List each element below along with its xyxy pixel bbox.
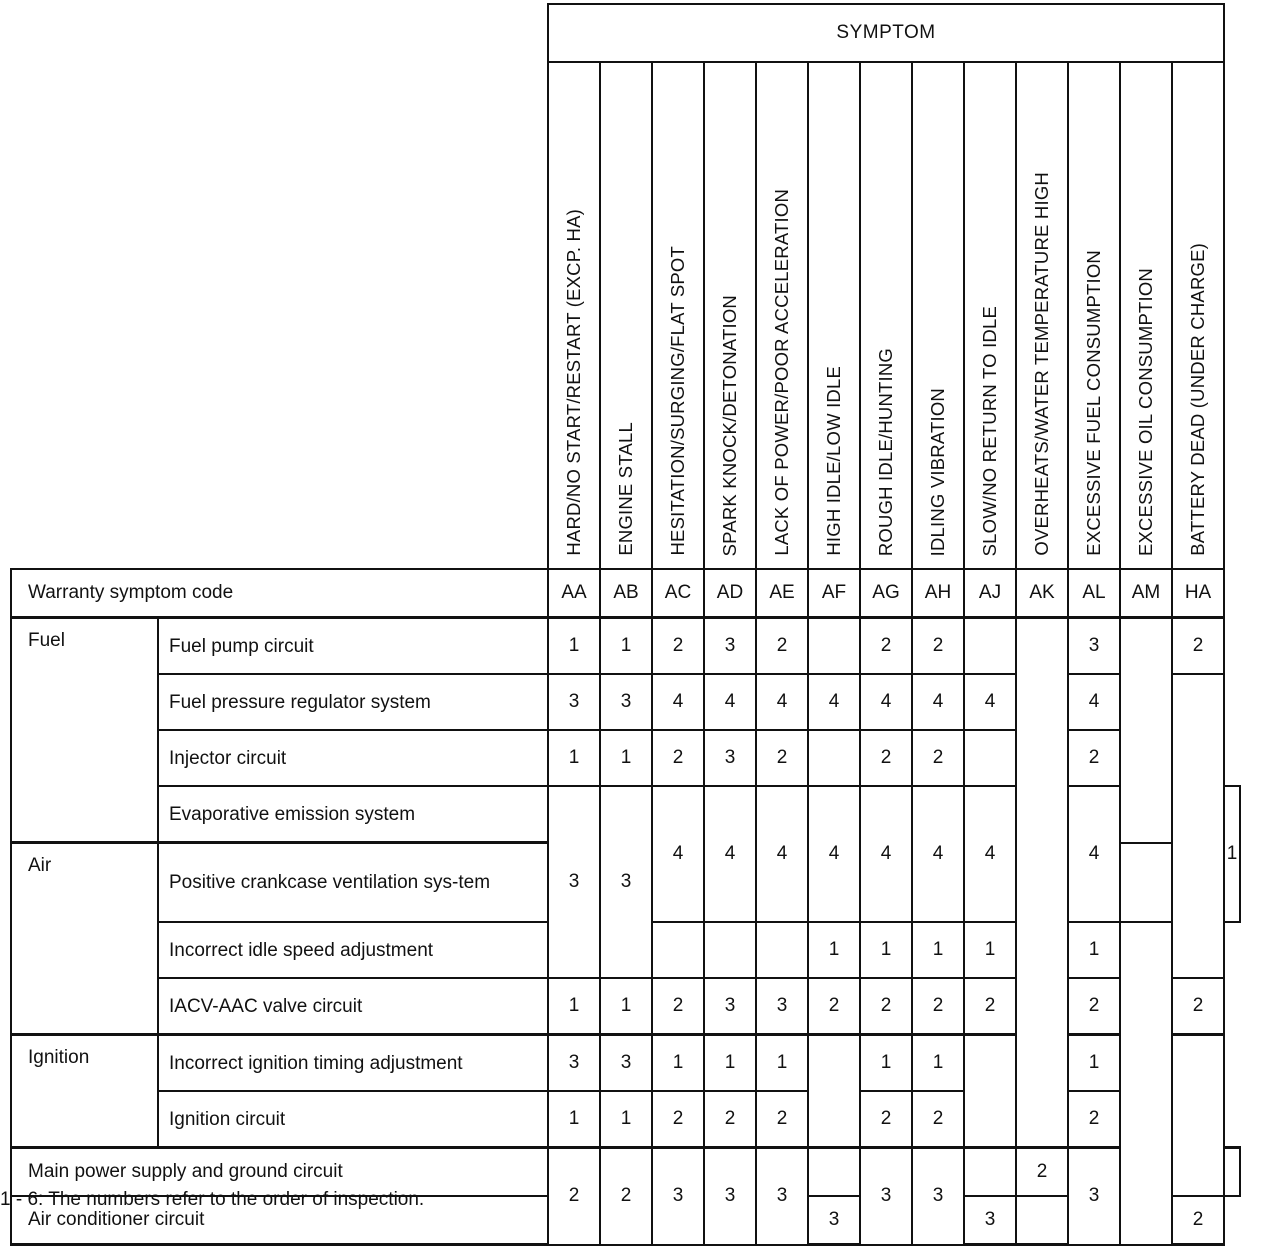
code-cell: AK <box>1016 569 1068 618</box>
value-cell: 4 <box>704 674 756 730</box>
value-cell: 1 <box>548 618 600 675</box>
symptom-matrix-table <box>10 3 1241 1246</box>
code-cell: AA <box>548 569 600 618</box>
value-cell <box>808 1148 860 1197</box>
value-cell: 1 <box>600 1091 652 1148</box>
item-iacv: IACV-AAC valve circuit <box>158 978 548 1035</box>
symptom-overheats: OVERHEATS/WATER TEMPERATURE HIGH <box>1016 62 1068 569</box>
value-cell: 1 <box>912 922 964 978</box>
symptom-engine-stall: ENGINE STALL <box>600 62 652 569</box>
value-cell: 1 <box>756 1035 808 1092</box>
symptom-hesitation: HESITATION/SURGING/FLAT SPOT <box>652 62 704 569</box>
code-cell: AJ <box>964 569 1016 618</box>
value-cell: 2 <box>1172 978 1224 1035</box>
category-air: Air <box>11 843 158 1035</box>
item-fuel-pressure: Fuel pressure regulator system <box>158 674 548 730</box>
value-cell: 3 <box>704 978 756 1035</box>
item-ignition-circuit: Ignition circuit <box>158 1091 548 1148</box>
value-cell: 2 <box>912 1091 964 1148</box>
symptom-excess-oil: EXCESSIVE OIL CONSUMPTION <box>1120 62 1172 569</box>
value-cell <box>808 730 860 786</box>
value-cell: 4 <box>1068 674 1120 730</box>
value-cell-merged <box>964 1035 1016 1148</box>
value-cell: 1 <box>808 922 860 978</box>
value-cell: 3 <box>600 674 652 730</box>
item-evap: Evaporative emission system <box>158 786 548 843</box>
value-cell-merged <box>1120 922 1172 1245</box>
value-cell: 1 <box>1068 922 1120 978</box>
code-cell: AC <box>652 569 704 618</box>
value-cell: 3 <box>808 1196 860 1245</box>
value-cell: 3 <box>548 1035 600 1092</box>
item-idle-speed: Incorrect idle speed adjustment <box>158 922 548 978</box>
value-cell: 1 <box>912 1035 964 1092</box>
value-cell: 4 <box>964 674 1016 730</box>
value-cell: 4 <box>912 674 964 730</box>
code-cell: AH <box>912 569 964 618</box>
value-cell <box>1224 1148 1240 1197</box>
code-cell: AD <box>704 569 756 618</box>
item-timing: Incorrect ignition timing adjustment <box>158 1035 548 1092</box>
value-cell: 2 <box>1068 730 1120 786</box>
value-cell <box>964 618 1016 675</box>
value-cell: 2 <box>860 730 912 786</box>
symptom-excess-fuel: EXCESSIVE FUEL CONSUMPTION <box>1068 62 1120 569</box>
value-cell-merged: 2 <box>600 1148 652 1245</box>
value-cell: 2 <box>652 618 704 675</box>
value-cell: 3 <box>1068 618 1120 675</box>
value-cell: 3 <box>704 618 756 675</box>
value-cell: 2 <box>1068 978 1120 1035</box>
value-cell: 2 <box>860 978 912 1035</box>
value-cell-merged: 4 <box>652 786 704 922</box>
value-cell-merged: 3 <box>548 786 600 978</box>
value-cell: 2 <box>860 1091 912 1148</box>
code-cell: AB <box>600 569 652 618</box>
value-cell: 2 <box>1172 618 1224 675</box>
value-cell: 2 <box>704 1091 756 1148</box>
value-cell: 1 <box>704 1035 756 1092</box>
value-cell-merged: 4 <box>1068 786 1120 922</box>
code-cell: HA <box>1172 569 1224 618</box>
corner-blank <box>11 4 548 569</box>
value-cell: 3 <box>600 1035 652 1092</box>
value-cell: 3 <box>548 674 600 730</box>
value-cell: 4 <box>652 674 704 730</box>
category-ignition: Ignition <box>11 1035 158 1148</box>
code-cell: AF <box>808 569 860 618</box>
code-cell: AG <box>860 569 912 618</box>
value-cell: 2 <box>652 1091 704 1148</box>
value-cell: 1 <box>600 978 652 1035</box>
value-cell <box>1016 1196 1068 1245</box>
value-cell-merged <box>808 1035 860 1148</box>
value-cell: 2 <box>912 730 964 786</box>
value-cell-merged: 4 <box>704 786 756 922</box>
value-cell: 2 <box>652 978 704 1035</box>
table-row <box>11 618 1240 675</box>
value-cell-merged <box>1172 1035 1224 1197</box>
value-cell <box>808 618 860 675</box>
value-cell <box>704 922 756 978</box>
value-cell: 1 <box>600 618 652 675</box>
value-cell: 2 <box>1172 1196 1224 1245</box>
value-cell-merged: 1 <box>1224 786 1240 922</box>
value-cell: 2 <box>912 978 964 1035</box>
value-cell-merged <box>1016 618 1068 1148</box>
value-cell-merged: 3 <box>600 786 652 978</box>
symptom-hard-start: HARD/NO START/RESTART (EXCP. HA) <box>548 62 600 569</box>
value-cell: 1 <box>860 922 912 978</box>
value-cell: 2 <box>860 618 912 675</box>
value-cell: 4 <box>756 674 808 730</box>
value-cell-merged: 3 <box>652 1148 704 1245</box>
value-cell: 3 <box>964 1196 1016 1245</box>
value-cell: 1 <box>548 978 600 1035</box>
symptom-rough-idle: ROUGH IDLE/HUNTING <box>860 62 912 569</box>
value-cell: 1 <box>1068 1035 1120 1092</box>
value-cell: 3 <box>756 978 808 1035</box>
value-cell: 2 <box>652 730 704 786</box>
value-cell: 1 <box>652 1035 704 1092</box>
value-cell: 2 <box>964 978 1016 1035</box>
value-cell: 1 <box>548 1091 600 1148</box>
symptom-idling-vibration: IDLING VIBRATION <box>912 62 964 569</box>
value-cell: 2 <box>808 978 860 1035</box>
symptom-lack-of-power: LACK OF POWER/POOR ACCELERATION <box>756 62 808 569</box>
value-cell-merged: 4 <box>912 786 964 922</box>
value-cell: 2 <box>1016 1148 1068 1197</box>
value-cell <box>964 1148 1016 1197</box>
value-cell: 1 <box>548 730 600 786</box>
item-main-power: Main power supply and ground circuit <box>11 1148 548 1197</box>
code-cell: AL <box>1068 569 1120 618</box>
item-injector: Injector circuit <box>158 730 548 786</box>
value-cell: 4 <box>860 674 912 730</box>
value-cell-merged: 3 <box>704 1148 756 1245</box>
value-cell: 1 <box>860 1035 912 1092</box>
item-pcv: Positive crankcase ventilation sys-tem <box>158 843 548 923</box>
value-cell <box>964 730 1016 786</box>
code-cell: AE <box>756 569 808 618</box>
value-cell: 2 <box>756 730 808 786</box>
value-cell: 4 <box>808 674 860 730</box>
code-cell: AM <box>1120 569 1172 618</box>
symptom-header: SYMPTOM <box>548 4 1224 62</box>
value-cell-merged: 3 <box>1068 1148 1120 1245</box>
value-cell: 3 <box>704 730 756 786</box>
warranty-code-row <box>11 569 1240 618</box>
value-cell: 2 <box>756 1091 808 1148</box>
value-cell-merged <box>1172 674 1224 978</box>
value-cell-merged: 4 <box>964 786 1016 922</box>
value-cell-merged <box>1120 618 1172 843</box>
item-aircon: Air conditioner circuit <box>11 1196 548 1245</box>
symptom-battery-dead: BATTERY DEAD (UNDER CHARGE) <box>1172 62 1224 569</box>
symptom-spark-knock: SPARK KNOCK/DETONATION <box>704 62 756 569</box>
value-cell: 1 <box>600 730 652 786</box>
item-fuel-pump: Fuel pump circuit <box>158 618 548 675</box>
value-cell-merged: 2 <box>548 1148 600 1245</box>
value-cell: 2 <box>1068 1091 1120 1148</box>
value-cell: 2 <box>756 618 808 675</box>
value-cell: 1 <box>964 922 1016 978</box>
value-cell: 2 <box>912 618 964 675</box>
value-cell <box>756 922 808 978</box>
value-cell-merged: 4 <box>808 786 860 922</box>
warranty-code-label: Warranty symptom code <box>11 569 548 618</box>
symptom-high-low-idle: HIGH IDLE/LOW IDLE <box>808 62 860 569</box>
footnote: 1 - 6: The numbers refer to the order of inspection. <box>0 1189 425 1210</box>
value-cell-merged: 3 <box>756 1148 808 1245</box>
value-cell-merged: 3 <box>912 1148 964 1245</box>
value-cell-merged: 4 <box>756 786 808 922</box>
symptom-slow-return-idle: SLOW/NO RETURN TO IDLE <box>964 62 1016 569</box>
value-cell-merged: 3 <box>860 1148 912 1245</box>
category-fuel: Fuel <box>11 618 158 843</box>
value-cell <box>652 922 704 978</box>
value-cell-merged: 4 <box>860 786 912 922</box>
